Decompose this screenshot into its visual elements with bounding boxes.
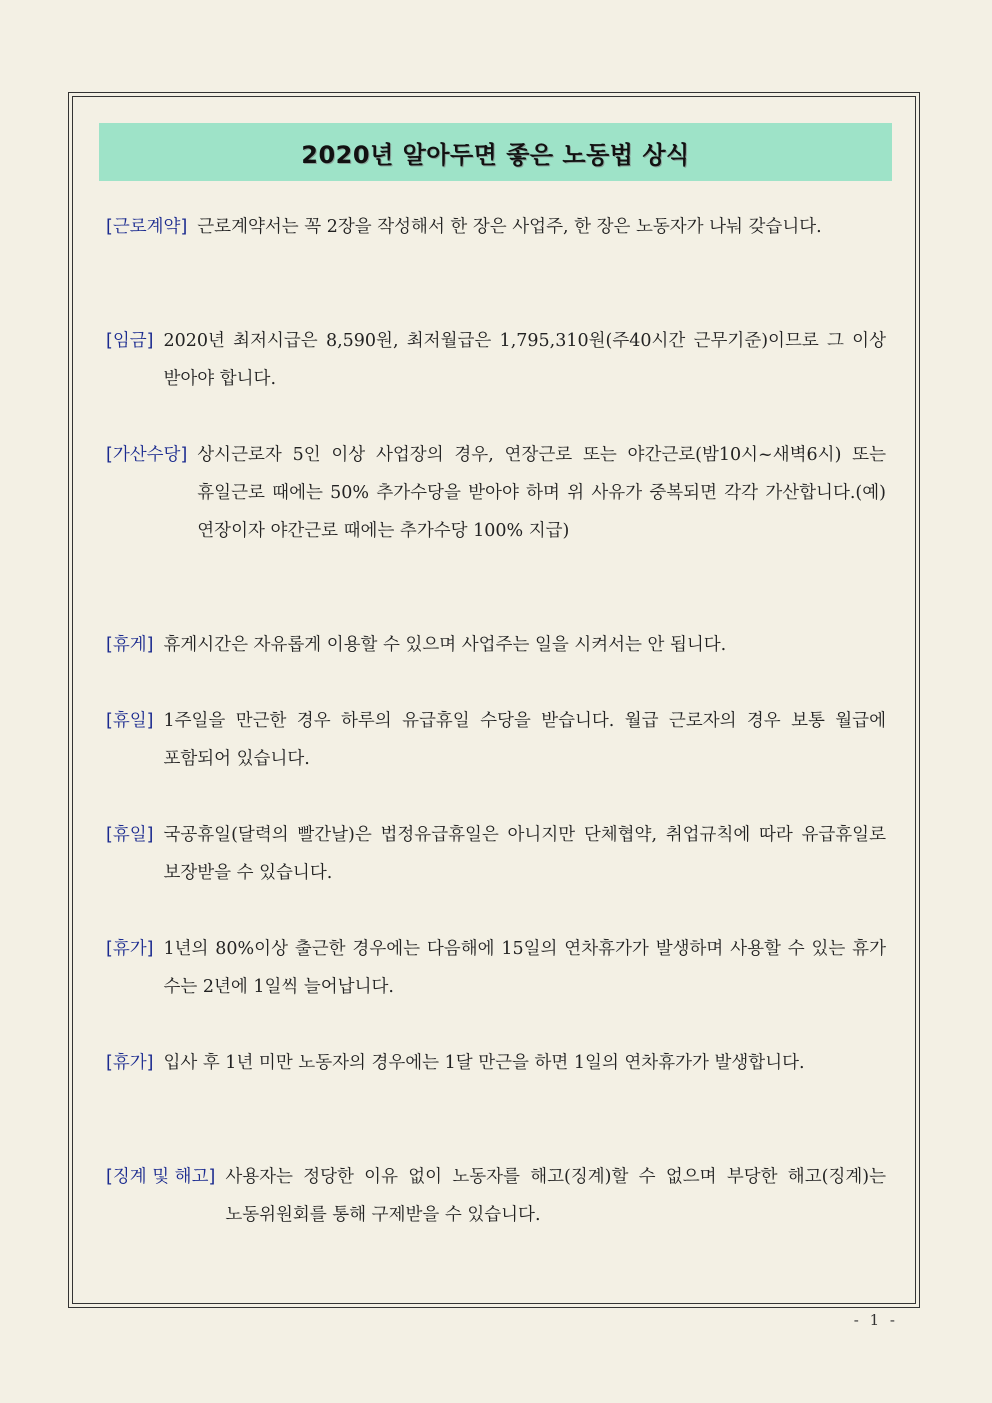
item-text: 상시근로자 5인 이상 사업장의 경우, 연장근로 또는 야간근로(밤10시~새벽6시) 또는 휴일근로 때에는 50% 추가수당을 받아야 하며 위 사유가 중복되면 각각 가산합니다.(예)연장이자 야간근로 때에는 추가수당 100% 지급) (197, 445, 886, 541)
law-item-contract (106, 208, 886, 246)
item-label: [휴가] (106, 1053, 154, 1073)
law-item-break (106, 626, 886, 664)
law-item-extra-pay (106, 436, 886, 550)
item-label: [휴가] (106, 939, 154, 959)
law-item-wage (106, 322, 886, 398)
item-label: [휴일] (106, 825, 154, 845)
item-label: [휴게] (106, 635, 154, 655)
title-banner (99, 123, 892, 181)
item-text: 국공휴일(달력의 빨간날)은 법정유급휴일은 아니지만 단체협약, 취업규칙에 따라 유급휴일로 보장받을 수 있습니다. (163, 825, 886, 883)
item-text: 2020년 최저시급은 8,590원, 최저월급은 1,795,310원(주40시간 근무기준)이므로 그 이상 받아야 합니다. (163, 331, 886, 389)
item-label: [임금] (106, 331, 154, 351)
item-label: [가산수당] (106, 445, 188, 465)
item-text: 사용자는 정당한 이유 없이 노동자를 해고(징계)할 수 없으며 부당한 해고(징계)는 노동위원회를 통해 구제받을 수 있습니다. (225, 1167, 886, 1225)
item-text: 1주일을 만근한 경우 하루의 유급휴일 수당을 받습니다. 월급 근로자의 경우 보통 월급에 포함되어 있습니다. (163, 711, 886, 769)
law-item-leave-1 (106, 930, 886, 1006)
page-number: - 1 - (853, 1311, 898, 1329)
page-title: 2020년 알아두면 좋은 노동법 상식 (301, 140, 690, 169)
law-item-holiday-2 (106, 816, 886, 892)
item-label: [휴일] (106, 711, 154, 731)
page-border-inner (72, 96, 916, 1304)
item-text: 입사 후 1년 미만 노동자의 경우에는 1달 만근을 하면 1일의 연차휴가가 발생합니다. (163, 1053, 805, 1073)
item-text: 1년의 80%이상 출근한 경우에는 다음해에 15일의 연차휴가가 발생하며 사용할 수 있는 휴가 수는 2년에 1일씩 늘어납니다. (163, 939, 886, 997)
law-item-discipline (106, 1158, 886, 1234)
law-item-holiday-1 (106, 702, 886, 778)
item-text: 휴게시간은 자유롭게 이용할 수 있으며 사업주는 일을 시켜서는 안 됩니다. (163, 635, 727, 655)
item-label: [징계 및 해고] (106, 1167, 216, 1187)
item-text: 근로계약서는 꼭 2장을 작성해서 한 장은 사업주, 한 장은 노동자가 나눠 갖습니다. (197, 217, 822, 237)
law-item-leave-2 (106, 1044, 886, 1082)
item-label: [근로계약] (106, 217, 188, 237)
